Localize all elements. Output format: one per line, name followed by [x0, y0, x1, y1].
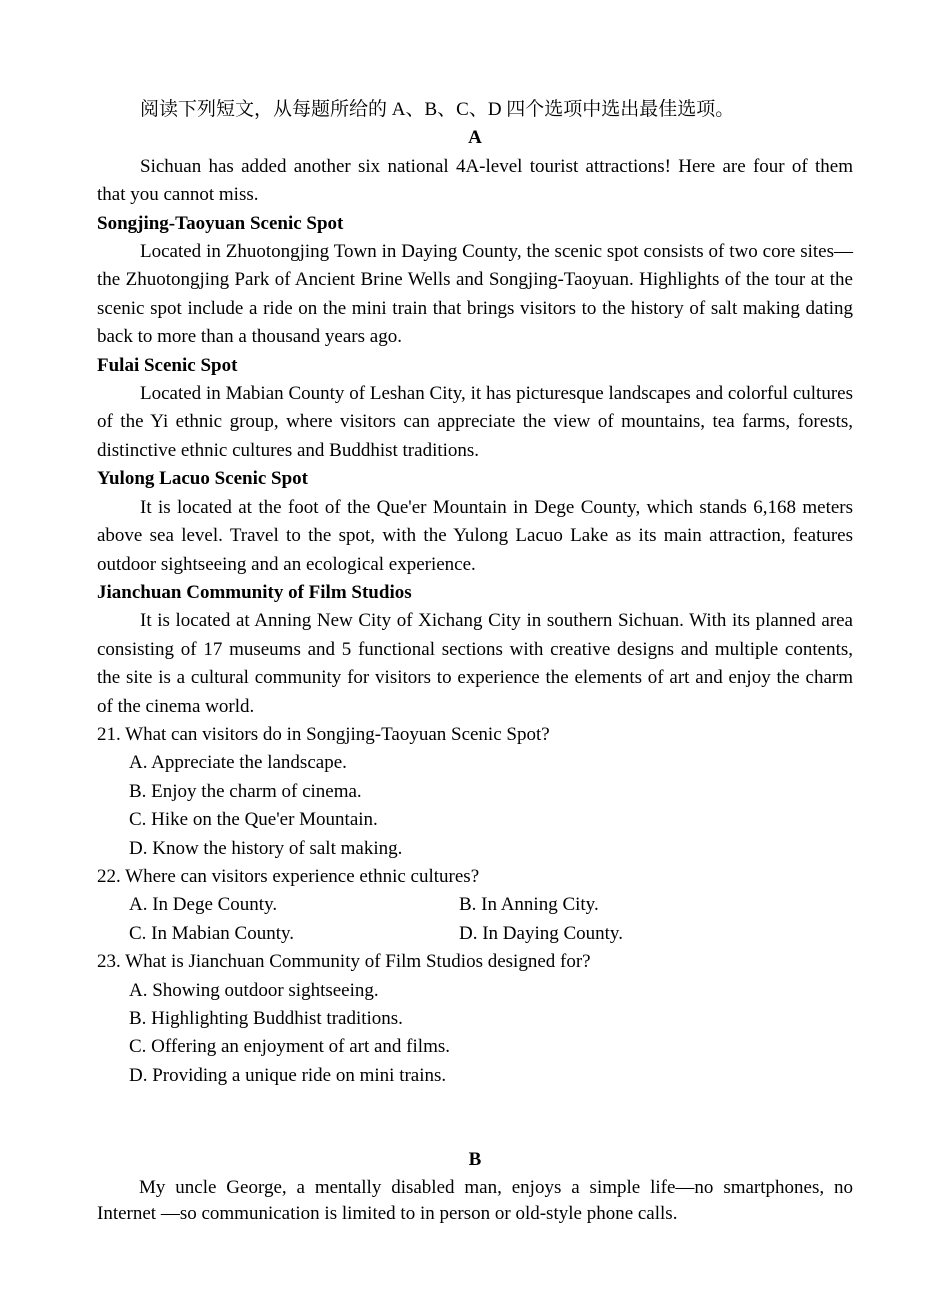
question-21-stem: 21. What can visitors do in Songjing-Taoyuan Scenic Spot? — [97, 723, 550, 745]
spot-title-fulai: Fulai Scenic Spot — [97, 354, 238, 376]
spot-text-jianchuan: It is located at Anning New City of Xichang City in southern Sichuan. With its planned area consisting of 17 museums and 5 functional sections with creative designs and multiple contents, the site is a cultural community for visitors to experience the elements of art and enjoy the charm of the cinema world. — [97, 610, 853, 717]
question-23-option-d: D. Providing a unique ride on mini trains. — [129, 1064, 447, 1086]
spot-text-yulong: It is located at the foot of the Que'er Mountain in Dege County, which stands 6,168 meters above sea level. Travel to the spot, with the Yulong Lacuo Lake as its main attraction, features outdoor sightseeing and an ecological experience. — [97, 496, 853, 575]
question-23-option-c: C. Offering an enjoyment of art and films. — [129, 1036, 450, 1058]
instruction-text: 阅读下列短文，从每题所给的 A、B、C、D 四个选项中选出最佳选项。 — [140, 99, 735, 120]
document-page — [97, 96, 853, 1227]
question-21-option-c: C. Hike on the Que'er Mountain. — [129, 809, 378, 831]
question-22-option-c: C. In Mabian County. — [129, 922, 295, 944]
spot-text-songjing: Located in Zhuotongjing Town in Daying County, the scenic spot consists of two core sites— the Zhuotongjing Park of Ancient Brine Wells and Songjing-Taoyuan. Highlights of the tour at the scenic spot include a ride on the mini train that brings visitors to the history of salt making dating back to more than a thousand years ago. — [97, 241, 853, 348]
section-b-label: B — [468, 1149, 482, 1171]
question-23-option-a: A. Showing outdoor sightseeing. — [129, 979, 379, 1001]
question-22-stem: 22. Where can visitors experience ethnic cultures? — [97, 865, 480, 887]
section-b-intro: My uncle George, a mentally disabled man, enjoys a simple life—no smartphones, no Internet —so communication is limited to in person or old-style phone calls. — [97, 1176, 853, 1224]
spot-title-yulong: Yulong Lacuo Scenic Spot — [97, 468, 308, 490]
question-23-stem: 23. What is Jianchuan Community of Film Studios designed for? — [97, 951, 591, 973]
spot-title-jianchuan: Jianchuan Community of Film Studios — [97, 581, 412, 603]
question-22-option-d: D. In Daying County. — [459, 922, 623, 944]
spot-text-fulai: Located in Mabian County of Leshan City, it has picturesque landscapes and colorful cultures of the Yi ethnic group, where visitors can appreciate the view of mountains, tea farms, forests, distinctive ethnic cultures and Buddhist traditions. — [97, 383, 853, 461]
question-21-option-d: D. Know the history of salt making. — [129, 837, 403, 859]
question-21-option-b: B. Enjoy the charm of cinema. — [129, 780, 362, 802]
question-22-options-row-1 — [97, 891, 853, 919]
spot-title-songjing: Songjing-Taoyuan Scenic Spot — [97, 212, 344, 234]
question-22-option-a: A. In Dege County. — [129, 894, 278, 916]
section-a-intro: Sichuan has added another six national 4A-level tourist attractions! Here are four of them that you cannot miss. — [97, 155, 853, 206]
section-a-label: A — [468, 127, 482, 149]
question-22-option-b: B. In Anning City. — [459, 894, 599, 916]
question-22-options-row-2 — [97, 920, 853, 948]
section-spacer — [97, 1090, 853, 1146]
question-21-option-a: A. Appreciate the landscape. — [129, 752, 347, 774]
question-23-option-b: B. Highlighting Buddhist traditions. — [129, 1008, 403, 1029]
